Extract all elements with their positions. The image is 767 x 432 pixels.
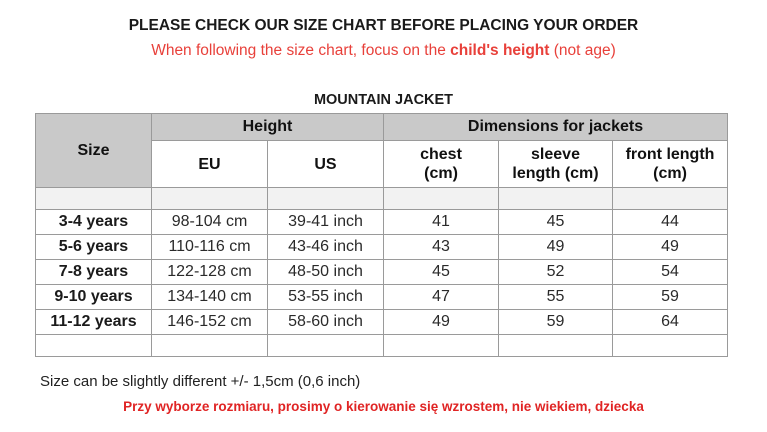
spacer-cell — [384, 188, 499, 210]
spacer-cell — [384, 335, 499, 357]
table-row — [36, 235, 728, 260]
chest-cell: 41 — [384, 210, 499, 235]
front-length-cell: 44 — [613, 210, 728, 235]
sleeve-cell: 45 — [499, 210, 613, 235]
eu-cell: 98-104 cm — [152, 210, 268, 235]
us-cell: 53-55 inch — [268, 285, 384, 310]
us-cell: 39-41 inch — [268, 210, 384, 235]
front-header-line2: (cm) — [653, 165, 687, 182]
spacer-cell — [613, 188, 728, 210]
size-cell: 11-12 years — [36, 310, 152, 335]
chest-cell: 45 — [384, 260, 499, 285]
size-tolerance-note: Size can be slightly different +/- 1,5cm (0,6 inch) — [40, 373, 361, 390]
spacer-cell — [613, 335, 728, 357]
spacer-cell — [152, 188, 268, 210]
sleeve-header-line1: sleeve — [531, 146, 580, 163]
chest-cell: 47 — [384, 285, 499, 310]
us-cell: 48-50 inch — [268, 260, 384, 285]
front-header-line1: front length — [625, 146, 715, 163]
spacer-cell — [152, 335, 268, 357]
us-header: US — [268, 141, 384, 188]
chest-cell: 43 — [384, 235, 499, 260]
sleeve-header — [499, 141, 613, 188]
eu-cell: 122-128 cm — [152, 260, 268, 285]
table-row — [36, 260, 728, 285]
spacer-row — [36, 188, 728, 210]
spacer-cell — [268, 188, 384, 210]
chest-header-line2: (cm) — [424, 165, 458, 182]
spacer-row — [36, 335, 728, 357]
front-length-header — [613, 141, 728, 188]
subheading-suffix: (not age) — [549, 42, 616, 59]
front-length-cell: 49 — [613, 235, 728, 260]
front-length-cell: 64 — [613, 310, 728, 335]
front-length-cell: 54 — [613, 260, 728, 285]
sleeve-cell: 52 — [499, 260, 613, 285]
sleeve-header-line2: length (cm) — [512, 165, 599, 182]
page-heading: PLEASE CHECK OUR SIZE CHART BEFORE PLACING YOUR ORDER — [128, 17, 639, 34]
spacer-cell — [268, 335, 384, 357]
height-header: Height — [152, 114, 384, 141]
table-row — [36, 285, 728, 310]
size-cell: 5-6 years — [36, 235, 152, 260]
size-chart-table — [35, 113, 728, 357]
size-cell: 7-8 years — [36, 260, 152, 285]
polish-note: Przy wyborze rozmiaru, prosimy o kierowanie się wzrostem, nie wiekiem, dziecka — [123, 399, 644, 414]
subheading-emphasis: child's height — [450, 42, 550, 59]
eu-cell: 146-152 cm — [152, 310, 268, 335]
page-subheading — [0, 42, 767, 60]
size-header: Size — [36, 114, 152, 188]
front-length-cell: 59 — [613, 285, 728, 310]
sleeve-cell: 59 — [499, 310, 613, 335]
dimensions-header: Dimensions for jackets — [384, 114, 728, 141]
us-cell: 43-46 inch — [268, 235, 384, 260]
chest-header — [384, 141, 499, 188]
subheading-prefix: When following the size chart, focus on the — [151, 42, 451, 59]
eu-header: EU — [152, 141, 268, 188]
sleeve-cell: 55 — [499, 285, 613, 310]
chest-header-line1: chest — [420, 146, 462, 163]
table-title: MOUNTAIN JACKET — [313, 92, 454, 108]
spacer-cell — [499, 335, 613, 357]
eu-cell: 110-116 cm — [152, 235, 268, 260]
table-row — [36, 210, 728, 235]
us-cell: 58-60 inch — [268, 310, 384, 335]
chest-cell: 49 — [384, 310, 499, 335]
sleeve-cell: 49 — [499, 235, 613, 260]
spacer-cell — [36, 188, 152, 210]
eu-cell: 134-140 cm — [152, 285, 268, 310]
table-row — [36, 310, 728, 335]
size-cell: 9-10 years — [36, 285, 152, 310]
spacer-cell — [36, 335, 152, 357]
size-cell: 3-4 years — [36, 210, 152, 235]
spacer-cell — [499, 188, 613, 210]
